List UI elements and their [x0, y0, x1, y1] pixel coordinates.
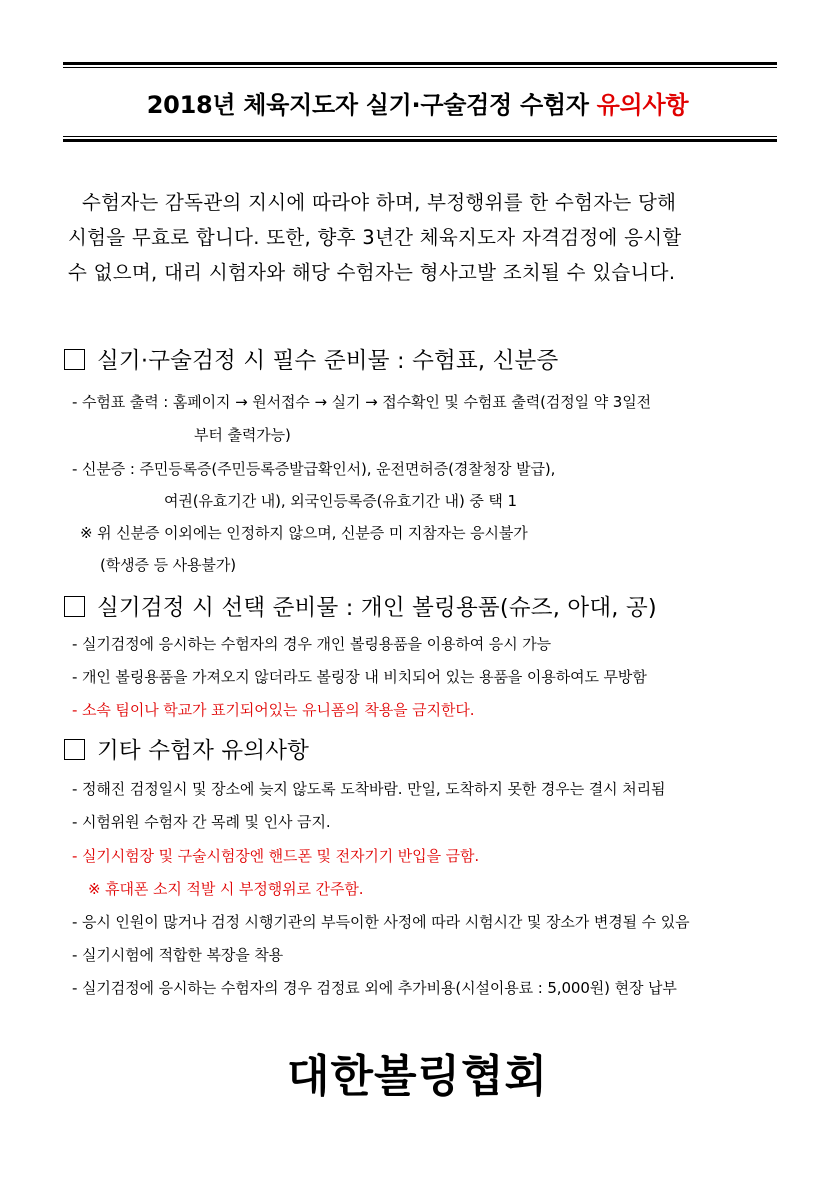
section-heading-text: 실기·구술검정 시 필수 준비물 : 수험표, 신분증	[97, 348, 559, 374]
intro-line: 수 없으며, 대리 시험자와 해당 수험자는 형사고발 조치될 수 있습니다.	[68, 261, 676, 284]
list-item: - 정해진 검정일시 및 장소에 늦지 않도록 도착바람. 만일, 도착하지 못한 경우는 결시 처리됨	[72, 780, 666, 798]
intro-line: 수험자는 감독관의 지시에 따라야 하며, 부정행위를 한 수험자는 당해	[82, 191, 677, 214]
list-item-continuation: 여권(유효기간 내), 외국인등록증(유효기간 내) 중 택 1	[164, 492, 517, 510]
checkbox-square-icon	[64, 739, 85, 760]
list-item: - 시험위원 수험자 간 목례 및 인사 금지.	[72, 813, 331, 831]
list-item-continuation: 부터 출력가능)	[194, 426, 291, 444]
page-title	[0, 85, 835, 120]
title-rule-bottom-thick	[63, 139, 777, 142]
list-item: - 신분증 : 주민등록증(주민등록증발급확인서), 운전면허증(경찰청장 발급),	[72, 460, 556, 478]
section-heading-text: 기타 수험자 유의사항	[97, 738, 310, 764]
checkbox-square-icon	[64, 349, 85, 370]
title-rule-top-thin	[63, 67, 777, 68]
intro-line: 시험을 무효로 합니다. 또한, 향후 3년간 체육지도자 자격검정에 응시할	[68, 226, 682, 249]
checkbox-square-icon	[64, 596, 85, 617]
note-item: ※ 위 신분증 이외에는 인정하지 않으며, 신분증 미 지참자는 응시불가	[80, 524, 528, 542]
list-item-warning: - 실기시험장 및 구술시험장엔 핸드폰 및 전자기기 반입을 금함.	[72, 847, 480, 865]
note-item-continuation: (학생증 등 사용불가)	[100, 556, 236, 574]
list-item: - 실기검정에 응시하는 수험자의 경우 개인 볼링용품을 이용하여 응시 가능	[72, 635, 552, 653]
intro-paragraph	[68, 185, 768, 290]
list-item-warning: - 소속 팀이나 학교가 표기되어있는 유니폼의 착용을 금지한다.	[72, 701, 475, 719]
list-item: - 실기시험에 적합한 복장을 착용	[72, 946, 284, 964]
section-heading-required-items	[64, 343, 558, 375]
section-heading-text: 실기검정 시 선택 준비물 : 개인 볼링용품(슈즈, 아대, 공)	[97, 595, 657, 621]
note-item-warning: ※ 휴대폰 소지 적발 시 부정행위로 간주함.	[88, 880, 364, 898]
title-main: 2018년 체육지도자 실기·구술검정 수험자	[146, 91, 589, 119]
title-highlight: 유의사항	[596, 91, 689, 119]
list-item: - 응시 인원이 많거나 검정 시행기관의 부득이한 사정에 따라 시험시간 및 장소가 변경될 수 있음	[72, 913, 690, 931]
list-item: - 개인 볼링용품을 가져오지 않더라도 볼링장 내 비치되어 있는 용품을 이용하여도 무방함	[72, 668, 647, 686]
section-heading-other-notices	[64, 733, 309, 765]
section-heading-optional-items	[64, 590, 657, 622]
list-item: - 실기검정에 응시하는 수험자의 경우 검정료 외에 추가비용(시설이용료 : 5,000원) 현장 납부	[72, 979, 677, 997]
title-rule-bottom-thin	[63, 136, 777, 137]
list-item: - 수험표 출력 : 홈페이지 → 원서접수 → 실기 → 접수확인 및 수험표 출력(검정일 약 3일전	[72, 393, 651, 411]
title-rule-top-thick	[63, 62, 777, 65]
organization-name: 대한볼링협회	[286, 1051, 549, 1102]
